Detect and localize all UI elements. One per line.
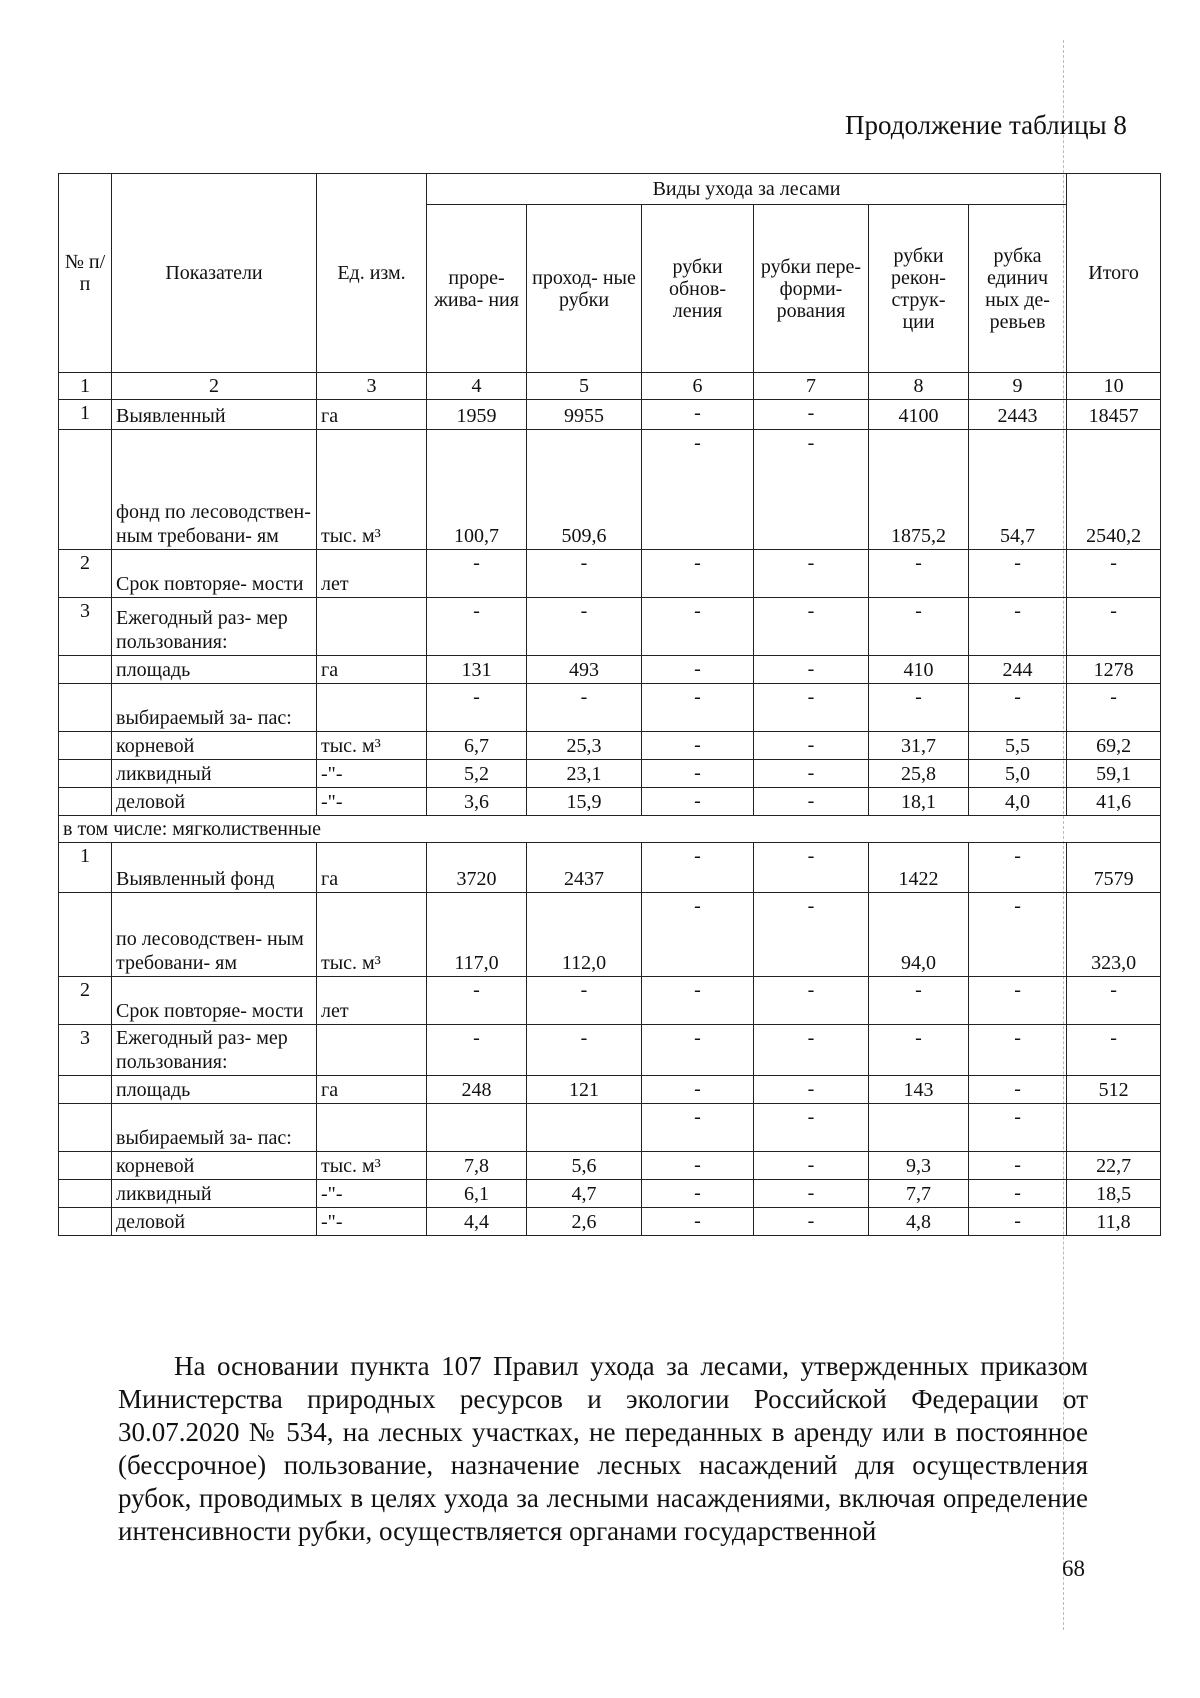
section-row — [59, 816, 1161, 843]
value-cell: - — [869, 1025, 969, 1076]
value-cell: 1278 — [1067, 656, 1161, 684]
row-number — [59, 1180, 112, 1208]
value-cell: - — [642, 430, 754, 550]
table-row — [59, 1208, 1161, 1236]
value-cell: - — [642, 788, 754, 816]
value-cell: 23,1 — [527, 760, 642, 788]
column-number: 6 — [642, 373, 754, 400]
value-cell: 5,5 — [969, 732, 1067, 760]
value-cell: - — [754, 732, 869, 760]
value-cell: - — [642, 1208, 754, 1236]
value-cell: 5,0 — [969, 760, 1067, 788]
row-number — [59, 1208, 112, 1236]
row-number — [59, 1152, 112, 1180]
row-number — [59, 684, 112, 732]
value-cell: 6,1 — [427, 1180, 527, 1208]
indicator-cell: деловой — [112, 1208, 317, 1236]
column-number: 4 — [427, 373, 527, 400]
value-cell: 18,5 — [1067, 1180, 1161, 1208]
value-cell: - — [642, 550, 754, 598]
indicator-cell: фонд по лесоводствен- ным требовани- ям — [112, 430, 317, 550]
table-row — [59, 977, 1161, 1025]
value-cell: - — [642, 977, 754, 1025]
value-cell — [527, 1104, 642, 1152]
table-row — [59, 684, 1161, 732]
unit-cell — [317, 1025, 427, 1076]
value-cell: - — [754, 1180, 869, 1208]
value-cell: - — [969, 1076, 1067, 1104]
row-number: 2 — [59, 977, 112, 1025]
unit-cell: тыс. м³ — [317, 893, 427, 977]
column-number: 7 — [754, 373, 869, 400]
header-type: проре- жива- ния — [427, 205, 527, 373]
value-cell: - — [969, 598, 1067, 656]
indicator-cell: ликвидный — [112, 760, 317, 788]
indicator-cell: Срок повторяе- мости — [112, 550, 317, 598]
value-cell: - — [969, 550, 1067, 598]
value-cell: - — [642, 684, 754, 732]
table-row — [59, 656, 1161, 684]
row-number — [59, 656, 112, 684]
value-cell: 1422 — [869, 843, 969, 893]
value-cell: 11,8 — [1067, 1208, 1161, 1236]
section-label: в том числе: мягколиственные — [59, 816, 1161, 843]
indicator-cell: выбираемый за- пас: — [112, 684, 317, 732]
row-number: 3 — [59, 598, 112, 656]
table-row — [59, 598, 1161, 656]
indicator-cell: Ежегодный раз- мер пользования: — [112, 1025, 317, 1076]
value-cell: - — [754, 1104, 869, 1152]
row-number — [59, 893, 112, 977]
value-cell: 131 — [427, 656, 527, 684]
table-row — [59, 400, 1161, 430]
table-row — [59, 788, 1161, 816]
value-cell: - — [754, 400, 869, 430]
indicator-cell: по лесоводствен- ным требовани- ям — [112, 893, 317, 977]
value-cell: 512 — [1067, 1076, 1161, 1104]
header-unit: Ед. изм. — [317, 174, 427, 373]
column-number: 3 — [317, 373, 427, 400]
value-cell: 7,7 — [869, 1180, 969, 1208]
value-cell: 4,4 — [427, 1208, 527, 1236]
value-cell: - — [1067, 1025, 1161, 1076]
value-cell: 3,6 — [427, 788, 527, 816]
value-cell: - — [427, 1025, 527, 1076]
value-cell: 6,7 — [427, 732, 527, 760]
value-cell: - — [969, 1152, 1067, 1180]
column-number: 5 — [527, 373, 642, 400]
unit-cell: -"- — [317, 788, 427, 816]
value-cell: - — [969, 1180, 1067, 1208]
value-cell: - — [527, 598, 642, 656]
indicator-cell: выбираемый за- пас: — [112, 1104, 317, 1152]
value-cell: - — [754, 550, 869, 598]
row-number — [59, 760, 112, 788]
header-type: проход- ные рубки — [527, 205, 642, 373]
unit-cell: лет — [317, 550, 427, 598]
header-num: № п/п — [59, 174, 112, 373]
value-cell: - — [869, 684, 969, 732]
table-row — [59, 1152, 1161, 1180]
value-cell: 2443 — [969, 400, 1067, 430]
unit-cell: -"- — [317, 1180, 427, 1208]
value-cell: 59,1 — [1067, 760, 1161, 788]
value-cell: 410 — [869, 656, 969, 684]
value-cell: - — [642, 1152, 754, 1180]
value-cell: 2,6 — [527, 1208, 642, 1236]
value-cell: - — [754, 1152, 869, 1180]
value-cell: 25,8 — [869, 760, 969, 788]
unit-cell: га — [317, 1076, 427, 1104]
value-cell: 41,6 — [1067, 788, 1161, 816]
value-cell: - — [969, 1025, 1067, 1076]
value-cell: 4,7 — [527, 1180, 642, 1208]
table-row — [59, 1076, 1161, 1104]
value-cell: - — [1067, 977, 1161, 1025]
value-cell: - — [754, 760, 869, 788]
unit-cell: га — [317, 656, 427, 684]
value-cell: - — [642, 400, 754, 430]
indicator-cell: корневой — [112, 732, 317, 760]
value-cell: - — [754, 893, 869, 977]
table-row — [59, 893, 1161, 977]
header-group: Виды ухода за лесами — [427, 174, 1067, 205]
value-cell: 5,6 — [527, 1152, 642, 1180]
value-cell: - — [642, 1180, 754, 1208]
value-cell: 22,7 — [1067, 1152, 1161, 1180]
indicator-cell: площадь — [112, 656, 317, 684]
value-cell: - — [642, 843, 754, 893]
value-cell: 15,9 — [527, 788, 642, 816]
value-cell — [1067, 1104, 1161, 1152]
column-number: 8 — [869, 373, 969, 400]
header-type: рубки рекон- струк- ции — [869, 205, 969, 373]
value-cell: 143 — [869, 1076, 969, 1104]
unit-cell: -"- — [317, 760, 427, 788]
body-paragraph: На основании пункта 107 Правил ухода за лесами, утвержденных приказом Министерства природных ресурсов и экологии Российской Федерации от 30.07.2020 № 534, на лесных участках, не переданных в аренду или в постоянное (бессрочное) пользование, назначение лесных насаждений для осуществления рубок, проводимых в целях ухода за лесными насаждениями, включая определение интенсивности рубки, осуществляется органами государственной — [118, 1351, 1088, 1546]
row-number: 3 — [59, 1025, 112, 1076]
indicator-cell: ликвидный — [112, 1180, 317, 1208]
table-row — [59, 550, 1161, 598]
value-cell: 7579 — [1067, 843, 1161, 893]
value-cell: - — [969, 977, 1067, 1025]
column-number-row — [59, 373, 1161, 400]
value-cell: - — [869, 598, 969, 656]
value-cell: - — [427, 977, 527, 1025]
value-cell: - — [969, 893, 1067, 977]
value-cell: 18457 — [1067, 400, 1161, 430]
page-number: 68 — [1062, 1556, 1085, 1581]
unit-cell — [317, 598, 427, 656]
value-cell: 1959 — [427, 400, 527, 430]
value-cell: 112,0 — [527, 893, 642, 977]
value-cell: 323,0 — [1067, 893, 1161, 977]
value-cell: - — [642, 1025, 754, 1076]
value-cell: - — [754, 843, 869, 893]
value-cell: 2437 — [527, 843, 642, 893]
indicator-cell: деловой — [112, 788, 317, 816]
unit-cell: -"- — [317, 1208, 427, 1236]
value-cell: - — [527, 550, 642, 598]
value-cell: 244 — [969, 656, 1067, 684]
header-type: рубка единич ных де- ревьев — [969, 205, 1067, 373]
value-cell: - — [754, 1208, 869, 1236]
table-row — [59, 843, 1161, 893]
value-cell: 1875,2 — [869, 430, 969, 550]
value-cell: - — [754, 788, 869, 816]
column-number: 2 — [112, 373, 317, 400]
value-cell: 9,3 — [869, 1152, 969, 1180]
value-cell: 54,7 — [969, 430, 1067, 550]
value-cell: - — [527, 684, 642, 732]
unit-cell: лет — [317, 977, 427, 1025]
unit-cell — [317, 684, 427, 732]
header-type: рубки пере- форми- рования — [754, 205, 869, 373]
value-cell: 100,7 — [427, 430, 527, 550]
indicator-cell: площадь — [112, 1076, 317, 1104]
value-cell: - — [1067, 598, 1161, 656]
value-cell: - — [969, 684, 1067, 732]
value-cell: 7,8 — [427, 1152, 527, 1180]
table-row — [59, 1025, 1161, 1076]
value-cell: - — [642, 760, 754, 788]
value-cell: - — [642, 1076, 754, 1104]
unit-cell: тыс. м³ — [317, 732, 427, 760]
value-cell: - — [754, 430, 869, 550]
value-cell: 2540,2 — [1067, 430, 1161, 550]
value-cell: 94,0 — [869, 893, 969, 977]
value-cell: - — [1067, 684, 1161, 732]
forest-care-table — [58, 173, 1161, 1236]
value-cell: - — [527, 977, 642, 1025]
value-cell: - — [527, 1025, 642, 1076]
value-cell: 18,1 — [869, 788, 969, 816]
value-cell: - — [642, 732, 754, 760]
row-number — [59, 1104, 112, 1152]
value-cell — [869, 1104, 969, 1152]
value-cell: 25,3 — [527, 732, 642, 760]
value-cell: 509,6 — [527, 430, 642, 550]
row-number — [59, 788, 112, 816]
header-total: Итого — [1067, 174, 1161, 373]
indicator-cell: Выявленный — [112, 400, 317, 430]
value-cell: - — [754, 656, 869, 684]
table-body — [59, 373, 1161, 1236]
value-cell: - — [754, 977, 869, 1025]
row-number: 2 — [59, 550, 112, 598]
value-cell: - — [642, 598, 754, 656]
unit-cell: тыс. м³ — [317, 1152, 427, 1180]
unit-cell: тыс. м³ — [317, 430, 427, 550]
indicator-cell: Срок повторяе- мости — [112, 977, 317, 1025]
value-cell: - — [754, 1076, 869, 1104]
value-cell: 493 — [527, 656, 642, 684]
value-cell: - — [642, 893, 754, 977]
value-cell: 121 — [527, 1076, 642, 1104]
value-cell: - — [969, 843, 1067, 893]
value-cell: - — [969, 1208, 1067, 1236]
value-cell: 117,0 — [427, 893, 527, 977]
value-cell: - — [869, 977, 969, 1025]
indicator-cell: корневой — [112, 1152, 317, 1180]
value-cell: - — [754, 598, 869, 656]
value-cell: - — [642, 1104, 754, 1152]
value-cell: 4,0 — [969, 788, 1067, 816]
value-cell: - — [869, 550, 969, 598]
value-cell: - — [427, 684, 527, 732]
value-cell: 5,2 — [427, 760, 527, 788]
header-indicator: Показатели — [112, 174, 317, 373]
column-number: 1 — [59, 373, 112, 400]
table-row — [59, 430, 1161, 550]
value-cell: - — [642, 656, 754, 684]
value-cell: - — [427, 550, 527, 598]
value-cell: 248 — [427, 1076, 527, 1104]
table-row — [59, 732, 1161, 760]
column-number: 9 — [969, 373, 1067, 400]
table-row — [59, 1104, 1161, 1152]
row-number — [59, 732, 112, 760]
value-cell: 3720 — [427, 843, 527, 893]
value-cell: - — [754, 684, 869, 732]
row-number — [59, 430, 112, 550]
table-caption: Продолжение таблицы 8 — [845, 110, 1127, 140]
column-number: 10 — [1067, 373, 1161, 400]
row-number — [59, 1076, 112, 1104]
indicator-cell: Ежегодный раз- мер пользования: — [112, 598, 317, 656]
value-cell: - — [754, 1025, 869, 1076]
unit-cell: га — [317, 400, 427, 430]
row-number: 1 — [59, 400, 112, 430]
value-cell — [427, 1104, 527, 1152]
value-cell: - — [427, 598, 527, 656]
value-cell: 4100 — [869, 400, 969, 430]
row-number: 1 — [59, 843, 112, 893]
unit-cell: га — [317, 843, 427, 893]
unit-cell — [317, 1104, 427, 1152]
indicator-cell: Выявленный фонд — [112, 843, 317, 893]
header-type: рубки обнов- ления — [642, 205, 754, 373]
table-row — [59, 760, 1161, 788]
value-cell: - — [969, 1104, 1067, 1152]
value-cell: 4,8 — [869, 1208, 969, 1236]
value-cell: 31,7 — [869, 732, 969, 760]
value-cell: 69,2 — [1067, 732, 1161, 760]
value-cell: 9955 — [527, 400, 642, 430]
value-cell: - — [1067, 550, 1161, 598]
table-row — [59, 1180, 1161, 1208]
